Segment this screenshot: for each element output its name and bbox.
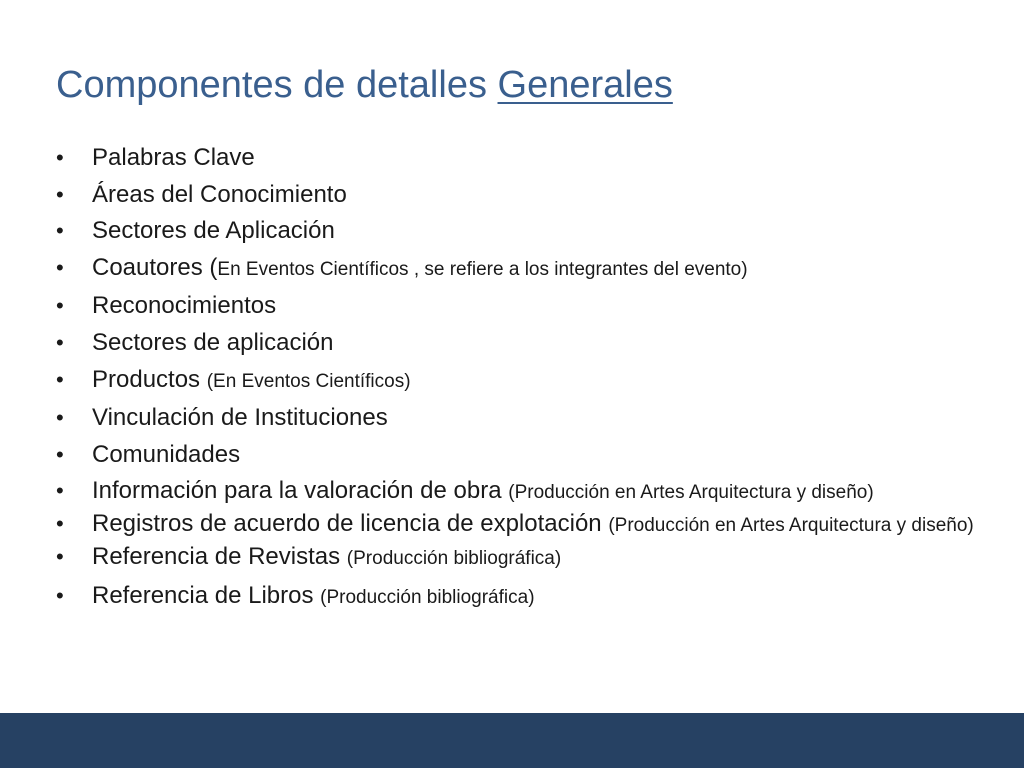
item-note: (Producción bibliográfica) bbox=[346, 548, 562, 570]
item-note: (Producción en Artes Arquitectura y diseño) bbox=[608, 515, 974, 537]
item-text: Áreas del Conocimiento bbox=[92, 180, 347, 208]
bullet-icon: • bbox=[56, 293, 64, 319]
item-text: Palabras Clave bbox=[92, 144, 255, 171]
item-note: En Eventos Científicos , se refiere a los integrantes del evento) bbox=[217, 258, 748, 280]
list-item bbox=[52, 477, 982, 506]
bullet-icon: • bbox=[56, 478, 64, 504]
bullet-icon: • bbox=[56, 441, 64, 467]
item-text: Comunidades bbox=[92, 440, 241, 468]
bullet-icon: • bbox=[56, 405, 64, 431]
list-item bbox=[52, 366, 982, 395]
bullet-icon: • bbox=[56, 366, 64, 392]
bullet-icon: • bbox=[56, 254, 64, 280]
item-text: Reconocimientos bbox=[92, 292, 277, 320]
slide-title-text: Componentes de detalles bbox=[56, 64, 498, 106]
bullet-icon: • bbox=[56, 582, 64, 608]
item-text: Registros de acuerdo de licencia de explotación bbox=[92, 510, 609, 538]
item-text: Sectores de aplicación bbox=[92, 328, 334, 356]
slide-title-underlined: Generales bbox=[497, 64, 673, 106]
bullet-icon: • bbox=[56, 511, 64, 537]
bullet-list bbox=[52, 144, 982, 621]
list-item bbox=[52, 144, 982, 171]
list-item bbox=[52, 543, 982, 572]
list-item bbox=[52, 582, 982, 611]
list-item bbox=[52, 404, 982, 431]
item-note: (Producción en Artes Arquitectura y diseño) bbox=[508, 482, 874, 504]
list-item bbox=[52, 181, 982, 208]
bullet-icon: • bbox=[56, 145, 64, 170]
item-text: Productos bbox=[92, 365, 207, 393]
list-item bbox=[52, 329, 982, 356]
item-text: Sectores de Aplicación bbox=[92, 217, 335, 245]
list-item bbox=[52, 441, 982, 468]
item-note: (Producción bibliográfica) bbox=[320, 586, 535, 608]
bullet-icon: • bbox=[56, 329, 64, 355]
list-item bbox=[52, 217, 982, 244]
bullet-icon: • bbox=[56, 181, 64, 207]
item-text: Referencia de Libros bbox=[92, 581, 321, 609]
list-item bbox=[52, 292, 982, 319]
slide-title bbox=[56, 60, 673, 110]
item-text: Información para la valoración de obra bbox=[92, 477, 509, 505]
item-text: Vinculación de Instituciones bbox=[92, 404, 388, 432]
bullet-icon: • bbox=[56, 218, 64, 244]
item-text: Coautores ( bbox=[92, 253, 218, 281]
item-note: (En Eventos Científicos) bbox=[206, 370, 411, 392]
item-text: Referencia de Revistas bbox=[92, 543, 347, 571]
list-item bbox=[52, 254, 982, 283]
footer-bar bbox=[0, 713, 1024, 768]
bullet-icon: • bbox=[56, 544, 64, 570]
list-item bbox=[52, 510, 982, 539]
